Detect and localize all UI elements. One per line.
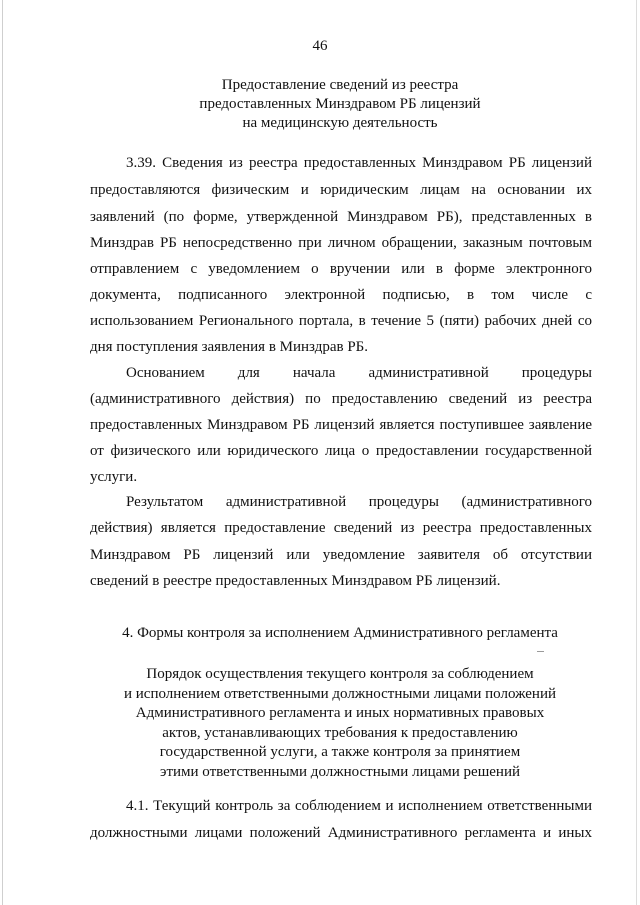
section-heading xyxy=(80,76,600,133)
subsection-heading xyxy=(80,665,600,782)
subsection-heading-line: и исполнением ответственными должностными лицами положений xyxy=(123,685,557,702)
section-heading-line: Предоставление сведений из реестра xyxy=(221,77,459,93)
paragraph-line: дня поступления заявления в Минздрав РБ. xyxy=(90,339,369,355)
subsection-heading-line: Порядок осуществления текущего контроля за соблюдением xyxy=(146,666,534,682)
paragraph-line: 3.39. Сведения из реестра предоставленных Минздравом РБ лицензий xyxy=(126,155,592,171)
paragraph-line: заявлений (по форме, утвержденной Минздравом РБ), представленных в xyxy=(90,209,592,225)
paragraph-line: (административного действия) по предоставлению сведений из реестра xyxy=(90,391,592,407)
paragraph-line: Основанием для начала административной процедуры xyxy=(126,365,592,381)
subsection-heading-line: государственной услуги, а также контроля за принятием xyxy=(159,744,521,760)
section-heading-line: на медицинскую деятельность xyxy=(242,115,438,131)
paragraph-line: действия) является предоставление сведений из реестра предоставленных xyxy=(90,520,592,536)
paragraph-line: 4.1. Текущий контроль за соблюдением и исполнением ответственными xyxy=(126,798,592,814)
paragraph-line: услуги. xyxy=(90,469,138,485)
paragraph-line: Минздравом РБ лицензий или уведомление заявителя об отсутствии xyxy=(90,547,592,563)
paragraph-line: сведений в реестре предоставленных Минздравом РБ лицензий. xyxy=(90,573,501,589)
scan-smudge xyxy=(537,651,544,652)
subsection-heading-line: Административного регламента и иных нормативных правовых xyxy=(135,705,545,721)
scan-edge-right xyxy=(636,0,637,905)
paragraph-line: должностными лицами положений Административного регламента и иных xyxy=(90,825,592,841)
subsection-heading-line: этими ответственными должностными лицами решений xyxy=(160,763,520,780)
paragraph-line: отправлением с уведомлением о вручении или в форме электронного xyxy=(90,261,592,277)
page-number: 46 xyxy=(312,38,328,54)
subsection-heading-line: актов, устанавливающих требования к предоставлению xyxy=(162,724,518,741)
section-heading-line: предоставленных Минздравом РБ лицензий xyxy=(199,96,481,112)
paragraph-line: использованием Регионального портала, в течение 5 (пяти) рабочих дней со xyxy=(90,313,592,329)
section-4-title: 4. Формы контроля за исполнением Административного регламента xyxy=(122,625,558,641)
paragraph-line: Минздрав РБ непосредственно при личном обращении, заказным почтовым xyxy=(90,235,592,251)
scan-edge-left xyxy=(2,0,3,905)
paragraph-line: от физического или юридического лица о предоставлении государственной xyxy=(90,443,592,459)
paragraph-line: документа, подписанного электронной подписью, в том числе с xyxy=(90,287,592,303)
paragraph-line: предоставленных Минздравом РБ лицензий является поступившее заявление xyxy=(90,417,592,433)
paragraph-line: предоставляются физическим и юридическим лицам на основании их xyxy=(90,182,592,198)
paragraph-line: Результатом административной процедуры (административного xyxy=(126,494,592,510)
